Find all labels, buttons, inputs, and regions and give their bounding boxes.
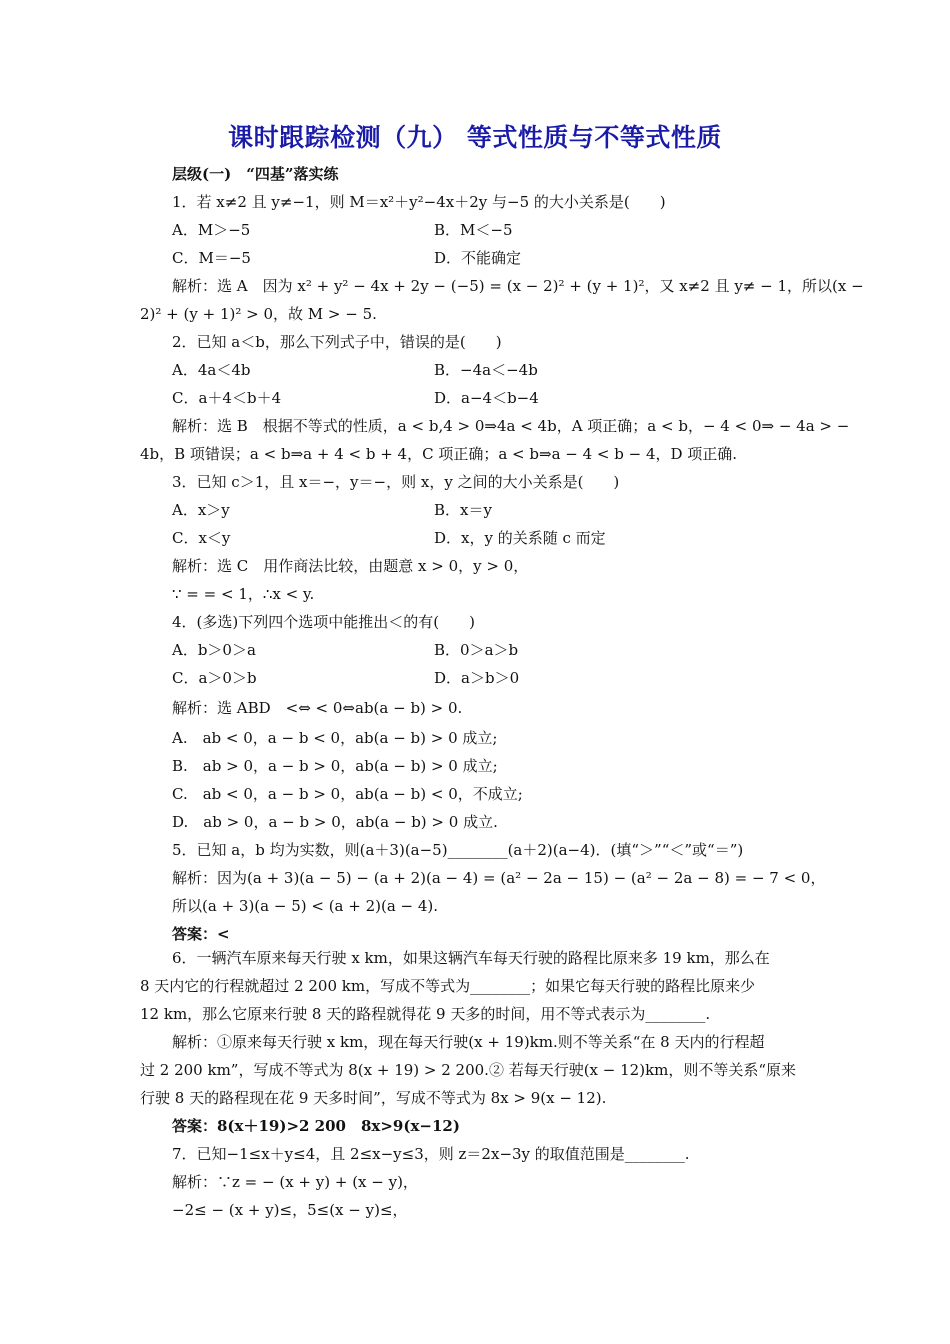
- text-line: B．−4a＜−4b: [434, 361, 538, 379]
- text-line: 所以(a + 3)(a − 5) < (a + 2)(a − 4).: [172, 897, 439, 915]
- page-title: 课时跟踪检测（九） 等式性质与不等式性质: [228, 123, 722, 152]
- text-line: 5．已知 a，b 均为实数，则(a＋3)(a−5)________(a＋2)(a−4)．(填“＞”“＜”或“＝”): [172, 841, 744, 859]
- text-line: 答案：8(x＋19)>2 200 8x>9(x−12): [172, 1117, 460, 1135]
- text-line: 2)² + (y + 1)² > 0，故 M > − 5.: [140, 305, 377, 323]
- text-line: C．M＝−5: [172, 249, 251, 267]
- text-line: 层级(一) “四基”落实练: [172, 165, 339, 183]
- text-line: C．a＞0＞b: [172, 669, 257, 687]
- text-line: C．x＜y: [172, 529, 231, 547]
- text-line: D．x，y 的关系随 c 而定: [434, 529, 606, 547]
- text-line: B. ab > 0，a − b > 0，ab(a − b) > 0 成立;: [172, 757, 498, 775]
- text-line: 解析：①原来每天行驶 x km，现在每天行驶(x + 19)km.则不等关系“在 8 天内的行程超: [172, 1033, 765, 1051]
- text-line: D. ab > 0，a − b > 0，ab(a − b) > 0 成立.: [172, 813, 498, 831]
- text-line: B．x＝y: [434, 501, 492, 519]
- text-line: 解析：选 B 根据不等式的性质，a < b,4 > 0⇒4a < 4b，A 项正确；a < b，− 4 < 0⇒ − 4a > −: [172, 417, 850, 435]
- text-line: A. ab < 0，a − b < 0，ab(a − b) > 0 成立;: [172, 729, 498, 747]
- text-line: A．x＞y: [172, 501, 230, 519]
- text-line: B．0＞a＞b: [434, 641, 519, 659]
- text-line: C. ab < 0，a − b > 0，ab(a − b) < 0，不成立;: [172, 785, 523, 803]
- text-line: 2．已知 a＜b，那么下列式子中，错误的是( ): [172, 333, 502, 351]
- text-line: 1．若 x≠2 且 y≠−1，则 M＝x²＋y²−4x＋2y 与−5 的大小关系是( ): [172, 193, 666, 211]
- text-line: 4．(多选)下列四个选项中能推出＜的有( ): [172, 613, 475, 631]
- text-line: 解析：选 A 因为 x² + y² − 4x + 2y − (−5) = (x − 2)² + (y + 1)²，又 x≠2 且 y≠ − 1，所以(x −: [172, 277, 864, 295]
- text-line: 8 天内它的行程就超过 2 200 km，写成不等式为________；如果它每天行驶的路程比原来少: [140, 977, 756, 995]
- text-line: A．M＞−5: [172, 221, 251, 239]
- text-line: B．M＜−5: [434, 221, 513, 239]
- text-line: 答案：<: [172, 925, 230, 943]
- text-line: 行驶 8 天的路程现在花 9 天多时间”，写成不等式为 8x > 9(x − 12).: [140, 1089, 607, 1107]
- text-line: A．4a＜4b: [172, 361, 251, 379]
- text-line: 6．一辆汽车原来每天行驶 x km，如果这辆汽车每天行驶的路程比原来多 19 km，那么在: [172, 949, 770, 967]
- text-line: 7．已知−1≤x＋y≤4，且 2≤x−y≤3，则 z＝2x−3y 的取值范围是________.: [172, 1145, 690, 1163]
- text-line: 解析：∵z = − (x + y) + (x − y)，: [172, 1173, 418, 1191]
- text-line: 3．已知 c＞1，且 x＝−，y＝−，则 x，y 之间的大小关系是( ): [172, 473, 620, 491]
- text-line: 4b，B 项错误；a < b⇒a + 4 < b + 4，C 项正确；a < b⇒a − 4 < b − 4，D 项正确.: [140, 445, 738, 463]
- text-line: D．a＞b＞0: [434, 669, 520, 687]
- text-line: 12 km，那么它原来行驶 8 天的路程就得花 9 天多的时间，用不等式表示为________.: [140, 1005, 711, 1023]
- text-line: 解析：选 ABD <⇔ < 0⇔ab(a − b) > 0.: [172, 699, 463, 717]
- text-line: ∵ = = < 1，∴x < y.: [172, 585, 315, 603]
- text-line: D．a−4＜b−4: [434, 389, 539, 407]
- text-line: 过 2 200 km”，写成不等式为 8(x + 19) > 2 200.② 若每天行驶(x − 12)km，则不等关系“原来: [140, 1061, 797, 1079]
- text-line: 解析：选 C 用作商法比较，由题意 x > 0，y > 0，: [172, 557, 529, 575]
- text-line: A．b＞0＞a: [172, 641, 256, 659]
- text-line: C．a＋4＜b＋4: [172, 389, 282, 407]
- text-line: −2≤ − (x + y)≤，5≤(x − y)≤，: [172, 1201, 408, 1219]
- text-line: 解析：因为(a + 3)(a − 5) − (a + 2)(a − 4) = (a² − 2a − 15) − (a² − 2a − 8) = − 7 < 0，: [172, 869, 826, 887]
- text-line: D．不能确定: [434, 249, 522, 267]
